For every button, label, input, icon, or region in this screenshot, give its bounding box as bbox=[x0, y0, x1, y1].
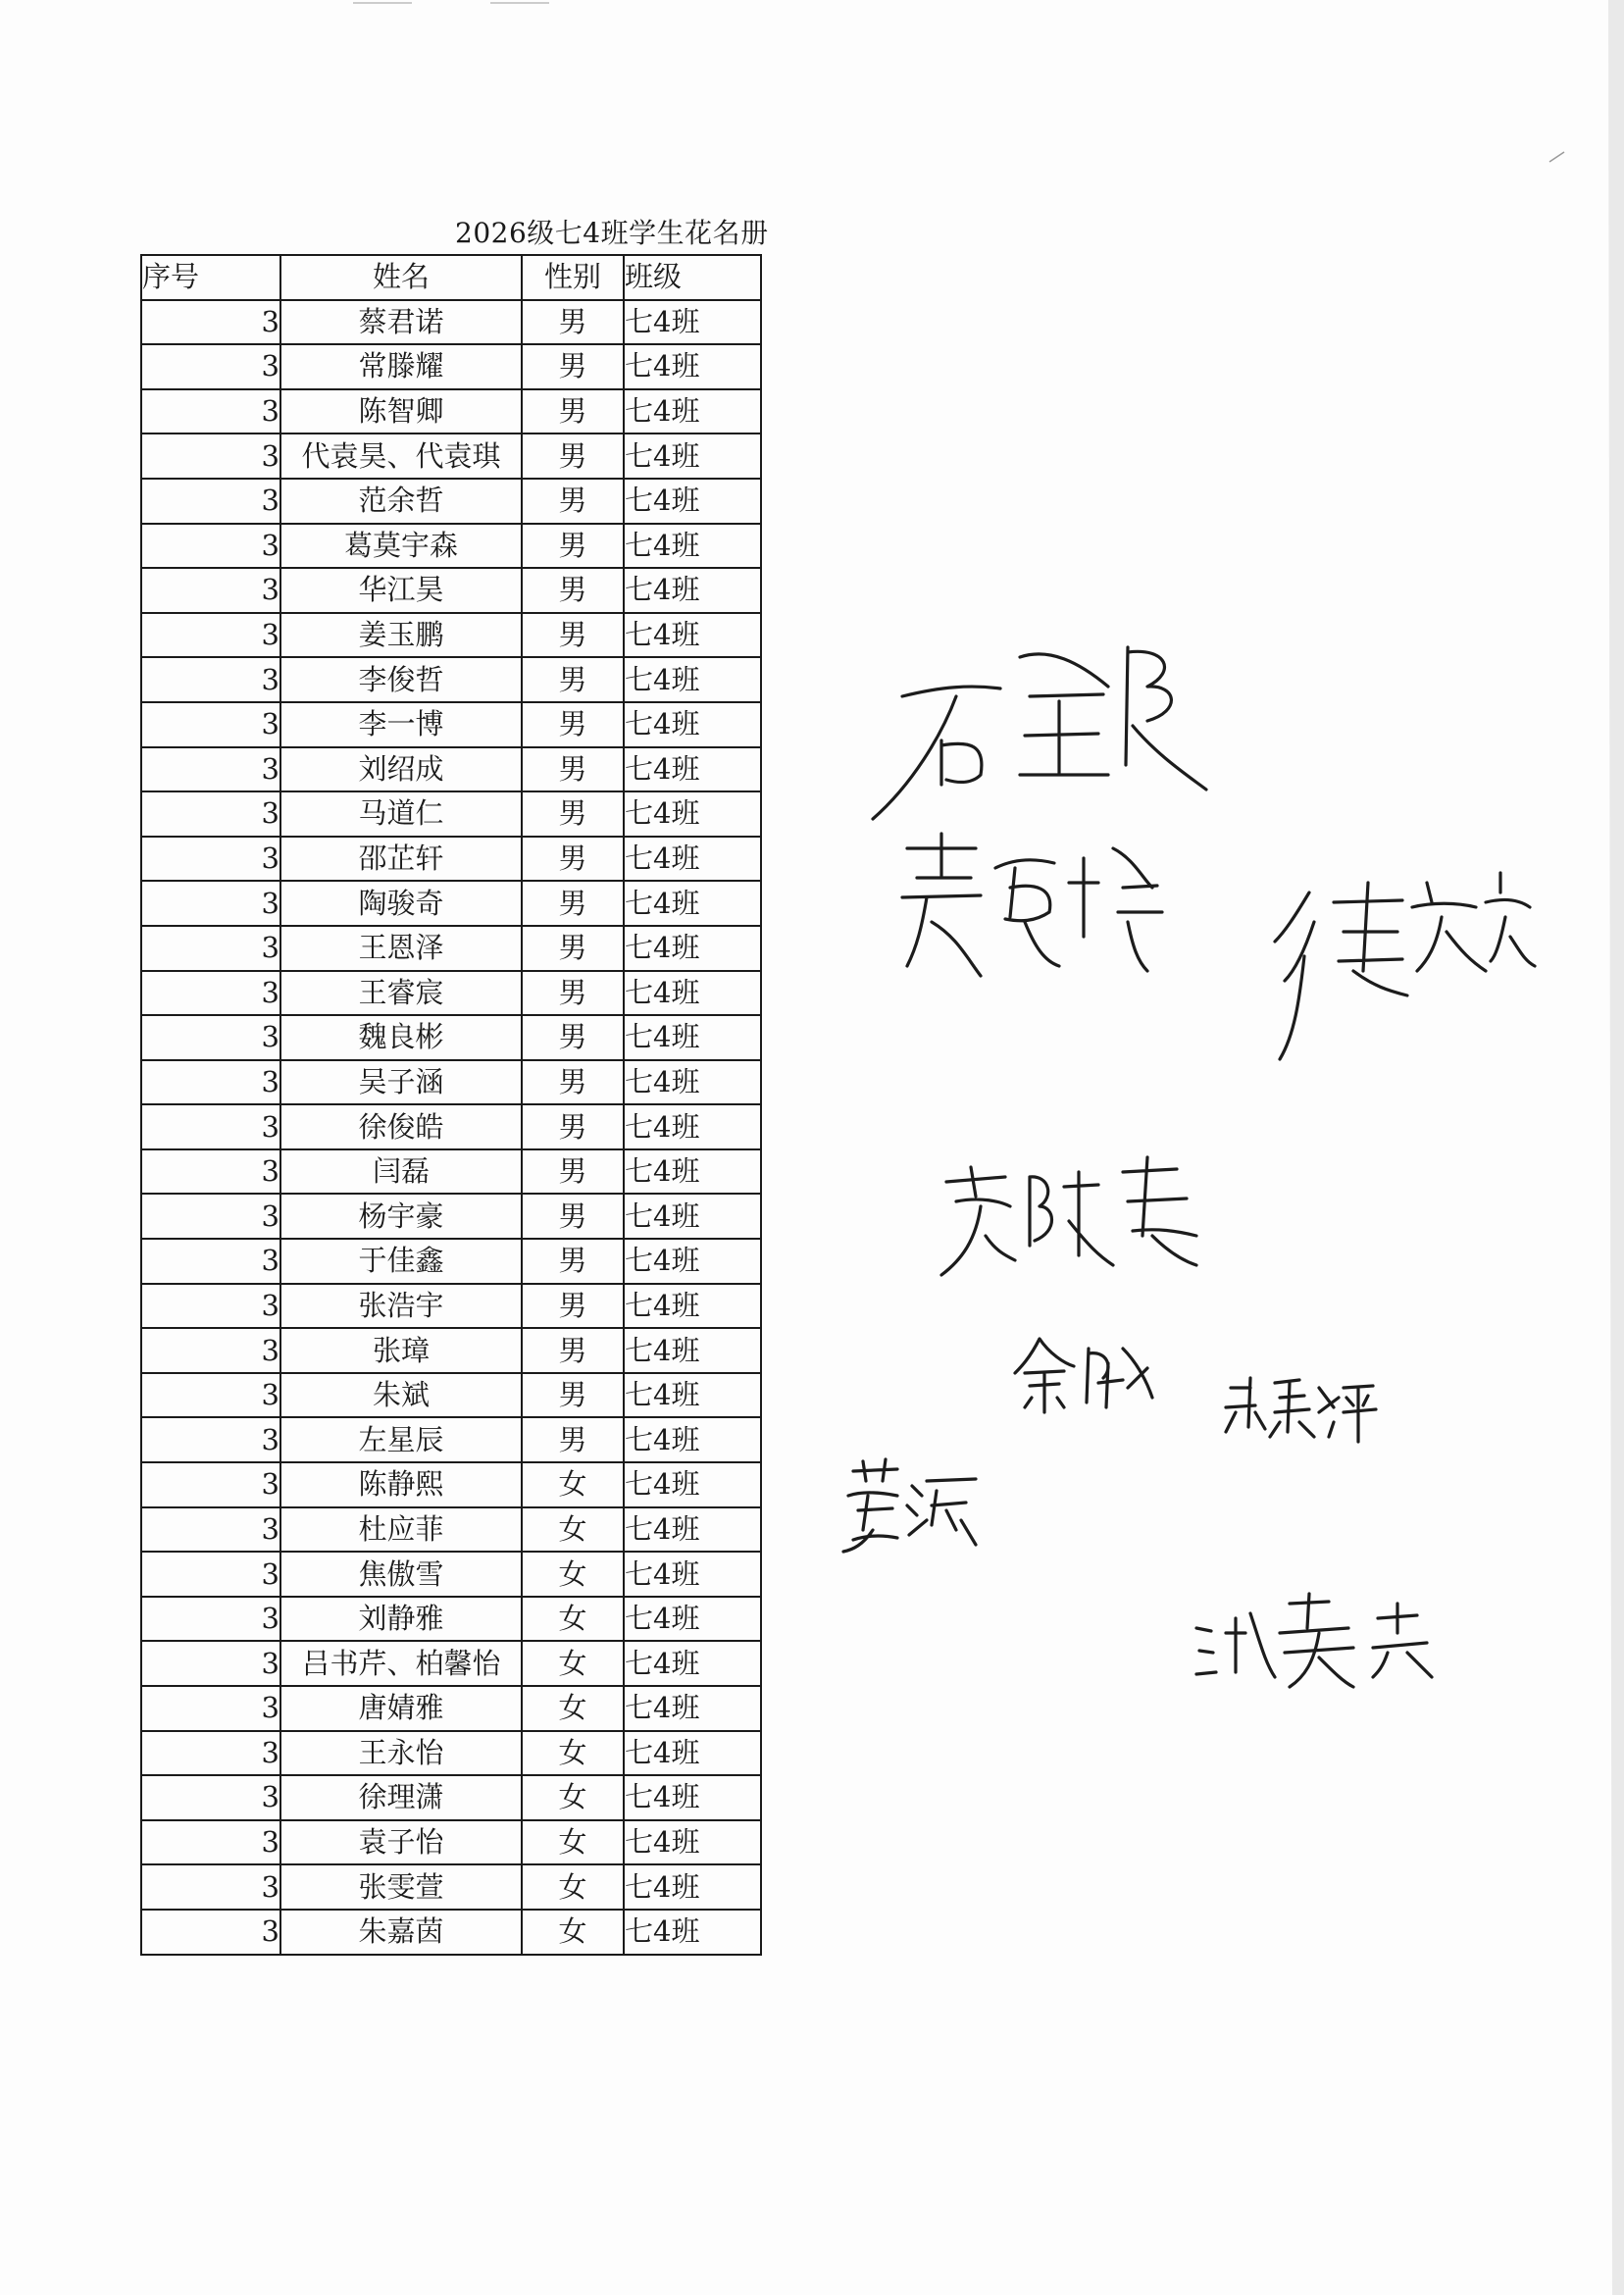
class-cell: 七4班 bbox=[624, 1194, 761, 1239]
table-row bbox=[141, 971, 761, 1016]
seq-cell: 3 bbox=[141, 300, 280, 345]
gender-cell: 女 bbox=[522, 1552, 624, 1597]
name-cell: 蔡君诺 bbox=[280, 300, 522, 345]
gender-cell: 男 bbox=[522, 300, 624, 345]
class-cell: 七4班 bbox=[624, 524, 761, 569]
seq-cell: 3 bbox=[141, 702, 280, 747]
seq-cell: 3 bbox=[141, 926, 280, 971]
class-cell: 七4班 bbox=[624, 568, 761, 613]
seq-cell: 3 bbox=[141, 1597, 280, 1642]
table-row bbox=[141, 1060, 761, 1105]
table-row bbox=[141, 1417, 761, 1462]
class-cell: 七4班 bbox=[624, 1686, 761, 1731]
seq-cell: 3 bbox=[141, 1239, 280, 1284]
gender-cell: 男 bbox=[522, 1239, 624, 1284]
seq-cell: 3 bbox=[141, 1731, 280, 1776]
name-cell: 李一博 bbox=[280, 702, 522, 747]
name-cell: 陈智卿 bbox=[280, 389, 522, 434]
seq-cell: 3 bbox=[141, 1910, 280, 1955]
signature-2 bbox=[888, 829, 1172, 986]
class-cell: 七4班 bbox=[624, 344, 761, 389]
header-seq: 序号 bbox=[141, 255, 280, 300]
table-row bbox=[141, 1507, 761, 1553]
class-cell: 七4班 bbox=[624, 1328, 761, 1373]
table-row bbox=[141, 344, 761, 389]
seq-cell: 3 bbox=[141, 1417, 280, 1462]
seq-cell: 3 bbox=[141, 1060, 280, 1105]
table-row bbox=[141, 300, 761, 345]
table-row bbox=[141, 389, 761, 434]
seq-cell: 3 bbox=[141, 971, 280, 1016]
signature-3 bbox=[1265, 863, 1540, 1069]
class-cell: 七4班 bbox=[624, 1015, 761, 1060]
class-cell: 七4班 bbox=[624, 1552, 761, 1597]
name-cell: 于佳鑫 bbox=[280, 1239, 522, 1284]
gender-cell: 男 bbox=[522, 1373, 624, 1418]
seq-cell: 3 bbox=[141, 1775, 280, 1820]
name-cell: 常滕耀 bbox=[280, 344, 522, 389]
class-cell: 七4班 bbox=[624, 971, 761, 1016]
name-cell: 张雯萱 bbox=[280, 1864, 522, 1910]
header-gender: 性别 bbox=[522, 255, 624, 300]
name-cell: 刘静雅 bbox=[280, 1597, 522, 1642]
gender-cell: 男 bbox=[522, 971, 624, 1016]
gender-cell: 男 bbox=[522, 747, 624, 792]
table-row bbox=[141, 1015, 761, 1060]
gender-cell: 男 bbox=[522, 881, 624, 926]
table-row bbox=[141, 1864, 761, 1910]
gender-cell: 男 bbox=[522, 1417, 624, 1462]
seq-cell: 3 bbox=[141, 1820, 280, 1865]
class-cell: 七4班 bbox=[624, 702, 761, 747]
gender-cell: 男 bbox=[522, 1015, 624, 1060]
seq-cell: 3 bbox=[141, 1641, 280, 1686]
class-cell: 七4班 bbox=[624, 926, 761, 971]
gender-cell: 女 bbox=[522, 1820, 624, 1865]
class-cell: 七4班 bbox=[624, 479, 761, 524]
class-cell: 七4班 bbox=[624, 1641, 761, 1686]
gender-cell: 男 bbox=[522, 1149, 624, 1195]
name-cell: 唐婧雅 bbox=[280, 1686, 522, 1731]
class-cell: 七4班 bbox=[624, 791, 761, 837]
seq-cell: 3 bbox=[141, 568, 280, 613]
table-row bbox=[141, 791, 761, 837]
table-header-row bbox=[141, 255, 761, 300]
table-row bbox=[141, 1328, 761, 1373]
class-cell: 七4班 bbox=[624, 1104, 761, 1149]
signature-5 bbox=[1010, 1329, 1157, 1417]
seq-cell: 3 bbox=[141, 344, 280, 389]
name-cell: 陶骏奇 bbox=[280, 881, 522, 926]
signature-4 bbox=[932, 1148, 1206, 1285]
class-cell: 七4班 bbox=[624, 1507, 761, 1553]
table-row bbox=[141, 1552, 761, 1597]
seq-cell: 3 bbox=[141, 837, 280, 882]
gender-cell: 男 bbox=[522, 791, 624, 837]
class-cell: 七4班 bbox=[624, 1597, 761, 1642]
table-row bbox=[141, 1104, 761, 1149]
name-cell: 朱嘉茵 bbox=[280, 1910, 522, 1955]
seq-cell: 3 bbox=[141, 434, 280, 479]
name-cell: 张璋 bbox=[280, 1328, 522, 1373]
gender-cell: 女 bbox=[522, 1731, 624, 1776]
class-cell: 七4班 bbox=[624, 613, 761, 658]
table-row bbox=[141, 1462, 761, 1507]
gender-cell: 女 bbox=[522, 1775, 624, 1820]
name-cell: 吕书芹、柏馨怡 bbox=[280, 1641, 522, 1686]
name-cell: 邵芷轩 bbox=[280, 837, 522, 882]
class-cell: 七4班 bbox=[624, 881, 761, 926]
name-cell: 徐理潇 bbox=[280, 1775, 522, 1820]
name-cell: 陈静熙 bbox=[280, 1462, 522, 1507]
seq-cell: 3 bbox=[141, 1015, 280, 1060]
seq-cell: 3 bbox=[141, 524, 280, 569]
roster-table bbox=[140, 254, 762, 1956]
table-row bbox=[141, 1373, 761, 1418]
table-row bbox=[141, 1597, 761, 1642]
name-cell: 华江昊 bbox=[280, 568, 522, 613]
name-cell: 杜应菲 bbox=[280, 1507, 522, 1553]
signature-7 bbox=[838, 1452, 986, 1559]
table-row bbox=[141, 1775, 761, 1820]
name-cell: 李俊哲 bbox=[280, 657, 522, 702]
name-cell: 刘绍成 bbox=[280, 747, 522, 792]
seq-cell: 3 bbox=[141, 613, 280, 658]
class-cell: 七4班 bbox=[624, 657, 761, 702]
seq-cell: 3 bbox=[141, 657, 280, 702]
gender-cell: 男 bbox=[522, 1284, 624, 1329]
table-row bbox=[141, 1284, 761, 1329]
table-row bbox=[141, 747, 761, 792]
name-cell: 姜玉鹏 bbox=[280, 613, 522, 658]
class-cell: 七4班 bbox=[624, 837, 761, 882]
table-row bbox=[141, 1686, 761, 1731]
class-cell: 七4班 bbox=[624, 1373, 761, 1418]
seq-cell: 3 bbox=[141, 1507, 280, 1553]
seq-cell: 3 bbox=[141, 1373, 280, 1418]
gender-cell: 男 bbox=[522, 613, 624, 658]
name-cell: 徐俊皓 bbox=[280, 1104, 522, 1149]
table-row bbox=[141, 926, 761, 971]
class-cell: 七4班 bbox=[624, 1284, 761, 1329]
name-cell: 代袁昊、代袁琪 bbox=[280, 434, 522, 479]
signature-1 bbox=[863, 628, 1216, 834]
seq-cell: 3 bbox=[141, 1194, 280, 1239]
name-cell: 王永怡 bbox=[280, 1731, 522, 1776]
gender-cell: 男 bbox=[522, 657, 624, 702]
seq-cell: 3 bbox=[141, 791, 280, 837]
gender-cell: 男 bbox=[522, 524, 624, 569]
gender-cell: 女 bbox=[522, 1864, 624, 1910]
gender-cell: 男 bbox=[522, 1194, 624, 1239]
gender-cell: 男 bbox=[522, 837, 624, 882]
gender-cell: 女 bbox=[522, 1507, 624, 1553]
name-cell: 朱斌 bbox=[280, 1373, 522, 1418]
name-cell: 袁子怡 bbox=[280, 1820, 522, 1865]
table-row bbox=[141, 1731, 761, 1776]
table-row bbox=[141, 881, 761, 926]
table-row bbox=[141, 1239, 761, 1284]
gender-cell: 女 bbox=[522, 1641, 624, 1686]
gender-cell: 女 bbox=[522, 1686, 624, 1731]
name-cell: 王恩泽 bbox=[280, 926, 522, 971]
gender-cell: 男 bbox=[522, 1060, 624, 1105]
class-cell: 七4班 bbox=[624, 1462, 761, 1507]
seq-cell: 3 bbox=[141, 1552, 280, 1597]
gender-cell: 男 bbox=[522, 568, 624, 613]
table-row bbox=[141, 1820, 761, 1865]
class-cell: 七4班 bbox=[624, 1775, 761, 1820]
gender-cell: 男 bbox=[522, 1328, 624, 1373]
table-row bbox=[141, 613, 761, 658]
gender-cell: 男 bbox=[522, 389, 624, 434]
seq-cell: 3 bbox=[141, 747, 280, 792]
gender-cell: 女 bbox=[522, 1462, 624, 1507]
name-cell: 张浩宇 bbox=[280, 1284, 522, 1329]
table-row bbox=[141, 702, 761, 747]
seq-cell: 3 bbox=[141, 1284, 280, 1329]
class-cell: 七4班 bbox=[624, 1731, 761, 1776]
table-row bbox=[141, 1910, 761, 1955]
class-cell: 七4班 bbox=[624, 1820, 761, 1865]
name-cell: 左星辰 bbox=[280, 1417, 522, 1462]
name-cell: 吴子涵 bbox=[280, 1060, 522, 1105]
gender-cell: 女 bbox=[522, 1597, 624, 1642]
table-row bbox=[141, 1149, 761, 1195]
seq-cell: 3 bbox=[141, 1328, 280, 1373]
seq-cell: 3 bbox=[141, 1462, 280, 1507]
class-cell: 七4班 bbox=[624, 1910, 761, 1955]
class-cell: 七4班 bbox=[624, 1417, 761, 1462]
seq-cell: 3 bbox=[141, 1686, 280, 1731]
roster-body bbox=[141, 300, 761, 1955]
table-row bbox=[141, 568, 761, 613]
seq-cell: 3 bbox=[141, 1864, 280, 1910]
class-cell: 七4班 bbox=[624, 1149, 761, 1195]
signature-8 bbox=[1192, 1574, 1466, 1702]
table-row bbox=[141, 657, 761, 702]
name-cell: 闫磊 bbox=[280, 1149, 522, 1195]
gender-cell: 男 bbox=[522, 926, 624, 971]
gender-cell: 男 bbox=[522, 702, 624, 747]
class-cell: 七4班 bbox=[624, 300, 761, 345]
gender-cell: 男 bbox=[522, 344, 624, 389]
class-cell: 七4班 bbox=[624, 1239, 761, 1284]
name-cell: 葛莫宇森 bbox=[280, 524, 522, 569]
header-name: 姓名 bbox=[280, 255, 522, 300]
seq-cell: 3 bbox=[141, 1149, 280, 1195]
table-row bbox=[141, 479, 761, 524]
name-cell: 范余哲 bbox=[280, 479, 522, 524]
class-cell: 七4班 bbox=[624, 434, 761, 479]
table-row bbox=[141, 837, 761, 882]
class-cell: 七4班 bbox=[624, 389, 761, 434]
gender-cell: 男 bbox=[522, 479, 624, 524]
seq-cell: 3 bbox=[141, 479, 280, 524]
name-cell: 王睿宸 bbox=[280, 971, 522, 1016]
class-cell: 七4班 bbox=[624, 1864, 761, 1910]
gender-cell: 男 bbox=[522, 434, 624, 479]
header-class: 班级 bbox=[624, 255, 761, 300]
name-cell: 杨宇豪 bbox=[280, 1194, 522, 1239]
class-cell: 七4班 bbox=[624, 747, 761, 792]
signature-6 bbox=[1221, 1368, 1378, 1447]
table-row bbox=[141, 434, 761, 479]
table-row bbox=[141, 524, 761, 569]
seq-cell: 3 bbox=[141, 1104, 280, 1149]
gender-cell: 女 bbox=[522, 1910, 624, 1955]
gender-cell: 男 bbox=[522, 1104, 624, 1149]
seq-cell: 3 bbox=[141, 881, 280, 926]
name-cell: 焦傲雪 bbox=[280, 1552, 522, 1597]
table-row bbox=[141, 1641, 761, 1686]
class-cell: 七4班 bbox=[624, 1060, 761, 1105]
seq-cell: 3 bbox=[141, 389, 280, 434]
name-cell: 马道仁 bbox=[280, 791, 522, 837]
roster-title: 2026级七4班学生花名册 bbox=[455, 217, 769, 249]
table-row bbox=[141, 1194, 761, 1239]
name-cell: 魏良彬 bbox=[280, 1015, 522, 1060]
